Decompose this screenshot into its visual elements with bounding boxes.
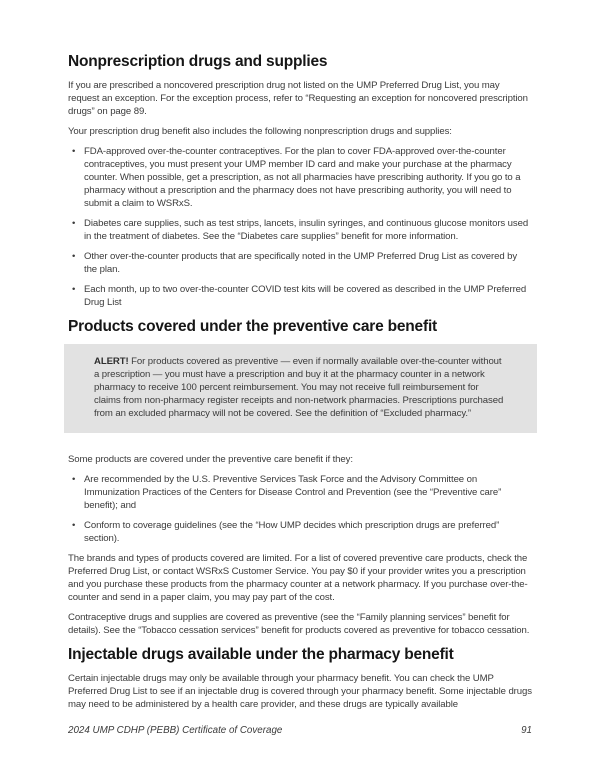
paragraph-brands-limited: The brands and types of products covered are limited. For a list of covered preventive care products, check the Preferred Drug List, or contact WSRxS Customer Service. You pay $0 if your provider writes you a prescription and you purchase these products from the pharmacy counter at a network pharmacy. If you purchase over-the-counter and send in a paper claim, you may pay part of the cost.	[68, 553, 528, 603]
heading-nonprescription-drugs: Nonprescription drugs and supplies	[68, 53, 328, 70]
list-item-contraceptives: • FDA-approved over-the-counter contraceptives. For the plan to cover FDA-approved over-the-counter contraceptives, you must present your UMP member ID card and make your purchase at the pharmacy counter. When possible, get a prescription, as not all pharmacies have prescribing authority. If you go to a pharmacy without a prescription and the pharmacy does not have prescribing authority, you will need to submit a claim to WSRxS.	[72, 145, 532, 210]
alert-box	[64, 344, 537, 433]
footer-document-title: 2024 UMP CDHP (PEBB) Certificate of Coverage	[68, 725, 283, 736]
paragraph-exception-process: If you are prescribed a noncovered prescription drug not listed on the UMP Preferred Drug List, you may request an exception. For the exception process, refer to “Requesting an exception for noncovered prescription drugs” on page 89.	[68, 80, 528, 117]
list-item-task-force: • Are recommended by the U.S. Preventive Services Task Force and the Advisory Committee on Immunization Practices of the Centers for Disease Control and Prevention (see the “Preventive care” benefit); and	[72, 473, 532, 512]
list-item-diabetes-supplies: • Diabetes care supplies, such as test strips, lancets, insulin syringes, and continuous glucose monitors used in the treatment of diabetes. See the “Diabetes care supplies” benefit for more information.	[72, 217, 532, 243]
paragraph-preventive-criteria: Some products are covered under the preventive care benefit if they:	[68, 454, 353, 465]
paragraph-benefit-includes: Your prescription drug benefit also includes the following nonprescription drugs and supplies:	[68, 126, 452, 137]
list-item-coverage-guidelines: • Conform to coverage guidelines (see the “How UMP decides which prescription drugs are preferred” section).	[72, 519, 532, 545]
alert-label: ALERT!	[94, 356, 129, 367]
heading-injectable-drugs: Injectable drugs available under the pharmacy benefit	[68, 646, 454, 663]
alert-body: For products covered as preventive — even if normally available over-the-counter without a prescription — you must have a prescription and buy it at the pharmacy counter in a network pharmacy to receive 100 percent reimbursement. You may not receive full reimbursement for claims from non-pharmacy register receipts and non-network pharmacies. Prescriptions purchased from an excluded pharmacy will not be covered. See the definition of “Excluded pharmacy.”	[94, 356, 504, 419]
page-footer	[68, 725, 532, 736]
alert-text	[94, 355, 507, 420]
nonprescription-bullet-list	[68, 145, 532, 309]
paragraph-contraceptive-coverage: Contraceptive drugs and supplies are covered as preventive (see the “Family planning services” benefit for details). See the “Tobacco cessation services” benefit for products covered as preventive for tobacco cessation.	[68, 612, 530, 636]
list-item-covid-test-kits: • Each month, up to two over-the-counter COVID test kits will be covered as described in the UMP Preferred Drug List	[72, 283, 532, 309]
footer-page-number: 91	[521, 725, 532, 736]
list-item-otc-products: • Other over-the-counter products that are specifically noted in the UMP Preferred Drug List as covered by the plan.	[72, 250, 532, 276]
paragraph-injectable-intro: Certain injectable drugs may only be available through your pharmacy benefit. You can check the UMP Preferred Drug List to see if an injectable drug is covered through your pharmacy benefit. Some injectable drugs may need to be administered by a health care provider, and these drugs are typically available	[68, 673, 532, 710]
preventive-bullet-list	[68, 473, 532, 545]
heading-preventive-care-products: Products covered under the preventive care benefit	[68, 318, 438, 335]
